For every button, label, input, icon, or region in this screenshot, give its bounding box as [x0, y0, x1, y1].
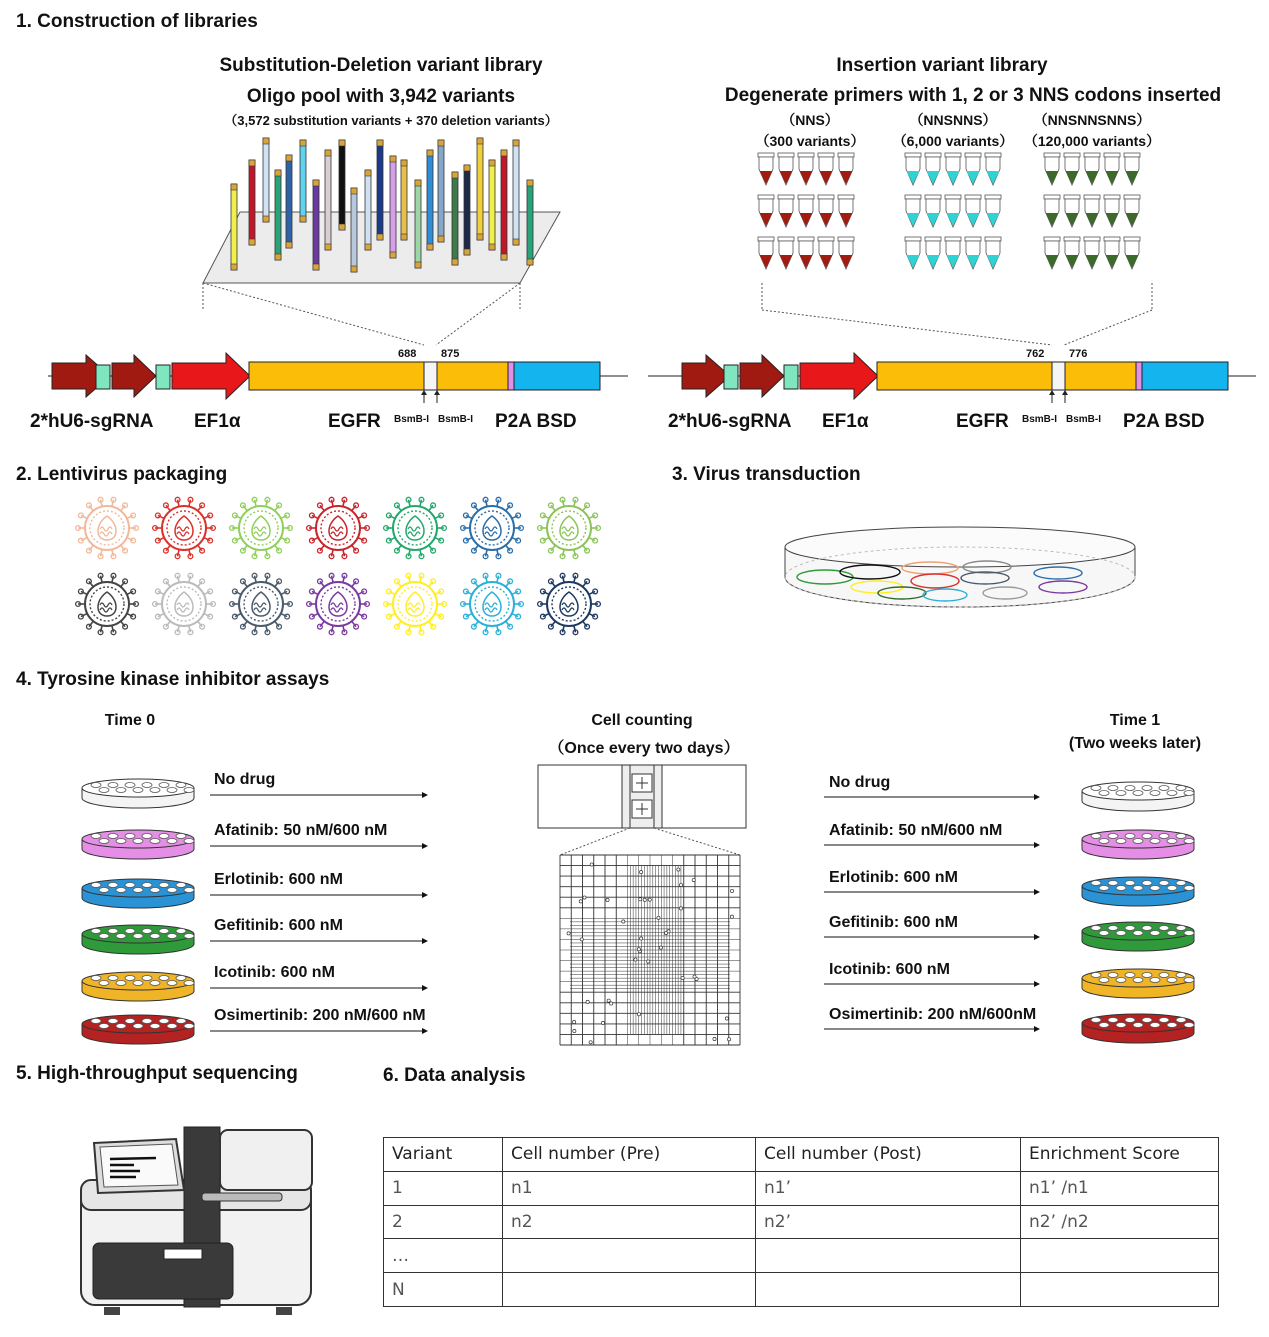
primer-tube [838, 195, 854, 227]
oligo-tube [452, 172, 458, 265]
right-ef1a-label: EF1α [822, 411, 869, 432]
right-drug-label: Icotinib: 600 nM [829, 961, 950, 978]
culture-dish [1080, 829, 1200, 863]
nnsnnsnns-count-label: （120,000 variants） [1023, 133, 1161, 149]
right-p2a-bsd-label: P2A BSD [1123, 411, 1205, 432]
table-cell: n2 [503, 1205, 756, 1239]
subdel-library-title: Substitution-Deletion variant library [219, 55, 543, 76]
lentivirus-particle [307, 573, 370, 634]
time0-label: Time 0 [104, 712, 156, 729]
table-cell [1021, 1273, 1219, 1307]
left-ef1a-label: EF1α [194, 411, 241, 432]
oligo-tube [263, 138, 269, 222]
lentivirus-particle [384, 497, 447, 558]
left-bsmb1-label-a: BsmB-I [394, 414, 430, 425]
primer-tube [838, 237, 854, 269]
left-promoter-label: 2*hU6-sgRNA [30, 411, 154, 432]
time1-subtitle: (Two weeks later) [1068, 735, 1202, 752]
lentivirus-particle [76, 573, 139, 634]
table-cell: n2’ [756, 1205, 1021, 1239]
insertion-library-subtitle: Degenerate primers with 1, 2 or 3 NNS codons inserted [724, 85, 1222, 106]
nns-count-label: （300 variants） [755, 133, 865, 149]
nnsnnsnns-codon-label: （NNSNNSNNS） [1033, 112, 1151, 128]
culture-dish [1080, 921, 1200, 955]
primer-tube [1064, 237, 1080, 269]
right-drug-label: Osimertinib: 200 nM/600nM [829, 1006, 1037, 1023]
table-cell [503, 1273, 756, 1307]
table-cell: n1’ /n1 [1021, 1171, 1219, 1205]
lentivirus-particle [230, 573, 293, 634]
primer-tube [798, 237, 814, 269]
right-bsmb1-label-a: BsmB-I [1022, 414, 1058, 425]
table-header: Variant [384, 1138, 503, 1172]
culture-dish [80, 878, 200, 912]
primer-tube [985, 237, 1001, 269]
left-arrow [210, 1026, 430, 1036]
oligo-tube [464, 165, 470, 255]
left-arrow [210, 890, 430, 900]
oligo-tube [351, 188, 357, 272]
primer-tube [1084, 153, 1100, 185]
oligo-tube [231, 184, 237, 270]
table-cell: 1 [384, 1171, 503, 1205]
lentivirus-particle [461, 497, 524, 558]
culture-dish [80, 778, 200, 812]
oligo-tube [313, 180, 319, 270]
primer-tube [1064, 153, 1080, 185]
nnsnns-codon-label: （NNSNNS） [909, 112, 997, 128]
primer-tube [778, 153, 794, 185]
table-cell [1021, 1239, 1219, 1273]
section-title-transduction: 3. Virus transduction [672, 464, 861, 485]
primer-tube [965, 195, 981, 227]
culture-dish [80, 924, 200, 958]
oligo-tube [325, 150, 331, 250]
left-drug-label: No drug [214, 771, 276, 788]
table-cell: N [384, 1273, 503, 1307]
primer-tube [818, 195, 834, 227]
table-row [384, 1239, 1219, 1273]
primer-tube [905, 195, 921, 227]
culture-dish [80, 971, 200, 1005]
right-arrow [824, 792, 1044, 802]
degenerate-primer-tubes [758, 153, 1140, 269]
cell-counting-subtitle: （Once every two days） [548, 740, 740, 757]
primer-tube [838, 153, 854, 185]
primer-tube [905, 237, 921, 269]
section-title-construction: 1. Construction of libraries [16, 11, 258, 32]
subdel-library-subtitle: Oligo pool with 3,942 variants [246, 86, 516, 107]
table-cell [756, 1273, 1021, 1307]
table-header: Cell number (Post) [756, 1138, 1021, 1172]
lentivirus-particle [461, 573, 524, 634]
table-row [384, 1171, 1219, 1205]
primer-tube [818, 237, 834, 269]
culture-dish [1080, 968, 1200, 1002]
nns-codon-label: （NNS） [781, 112, 839, 128]
enrichment-table [383, 1137, 1219, 1307]
left-arrow [210, 936, 430, 946]
table-cell: 2 [384, 1205, 503, 1239]
primer-tube [758, 237, 774, 269]
primer-tube [1064, 195, 1080, 227]
right-position-end: 776 [1069, 348, 1088, 360]
primer-tube [945, 195, 961, 227]
table-cell [503, 1239, 756, 1273]
primer-tube [985, 195, 1001, 227]
subdel-library-note: （3,572 substitution variants + 370 deletion variants） [224, 113, 558, 128]
left-drug-label: Afatinib: 50 nM/600 nM [214, 822, 388, 839]
left-bsmb1-label-b: BsmB-I [438, 414, 474, 425]
primer-tube [925, 153, 941, 185]
oligo-tube [249, 160, 255, 245]
table-header: Cell number (Pre) [503, 1138, 756, 1172]
lentivirus-grid [72, 498, 612, 638]
oligo-tube [275, 170, 281, 260]
right-position-start: 762 [1026, 348, 1045, 360]
nnsnns-count-label: （6,000 variants） [892, 133, 1014, 149]
lentivirus-particle [307, 497, 370, 558]
section-title-sequencing: 5. High-throughput sequencing [16, 1063, 298, 1084]
oligo-tube [401, 160, 407, 240]
primer-tube [798, 153, 814, 185]
table-cell: n1’ [756, 1171, 1021, 1205]
section-title-lentivirus: 2. Lentivirus packaging [16, 464, 228, 485]
lentivirus-particle [230, 497, 293, 558]
oligo-tube [300, 140, 306, 222]
right-egfr-label: EGFR [956, 411, 1009, 432]
right-bsmb1-label-b: BsmB-I [1066, 414, 1102, 425]
primer-tube [925, 237, 941, 269]
oligo-tube [365, 170, 371, 250]
primer-tube [1104, 237, 1120, 269]
primer-tube [1044, 153, 1060, 185]
oligo-tube [339, 140, 345, 230]
right-arrow [824, 979, 1044, 989]
left-position-end: 875 [441, 348, 460, 360]
oligo-tube [489, 160, 495, 250]
primer-tube [1124, 237, 1140, 269]
oligo-tube [377, 140, 383, 240]
right-promoter-label: 2*hU6-sgRNA [668, 411, 792, 432]
left-drug-label: Gefitinib: 600 nM [214, 917, 343, 934]
oligo-tube [390, 156, 396, 258]
primer-tube [1104, 153, 1120, 185]
right-arrow [824, 840, 1044, 850]
culture-dish [1080, 781, 1200, 815]
primer-tube [798, 195, 814, 227]
left-p2a-bsd-label: P2A BSD [495, 411, 577, 432]
lentivirus-particle [76, 497, 139, 558]
culture-dish [1080, 1013, 1200, 1047]
left-arrow [210, 790, 430, 800]
lentivirus-particle [538, 497, 601, 558]
table-cell [756, 1239, 1021, 1273]
left-arrow [210, 841, 430, 851]
table-cell: n1 [503, 1171, 756, 1205]
primer-tube [945, 153, 961, 185]
lentivirus-particle [153, 497, 216, 558]
oligo-tube [513, 140, 519, 245]
right-drug-label: Afatinib: 50 nM/600 nM [829, 822, 1003, 839]
hemocytometer [530, 760, 770, 1050]
left-drug-label: Osimertinib: 200 nM/600 nM [214, 1007, 426, 1024]
right-arrow [824, 932, 1044, 942]
right-drug-label: Erlotinib: 600 nM [829, 869, 958, 886]
primer-tube [1044, 195, 1060, 227]
left-egfr-label: EGFR [328, 411, 381, 432]
right-arrow [824, 1024, 1044, 1034]
counting-grid [560, 855, 740, 1045]
transduction-dish [780, 525, 1140, 615]
section-title-data-analysis: 6. Data analysis [383, 1065, 526, 1086]
primer-tube [1044, 237, 1060, 269]
primer-tube [778, 195, 794, 227]
primer-tube [905, 153, 921, 185]
oligo-tube [415, 180, 421, 268]
right-drug-label: Gefitinib: 600 nM [829, 914, 958, 931]
lentivirus-particle [384, 573, 447, 634]
lentivirus-particle [153, 573, 216, 634]
left-arrow [210, 983, 430, 993]
oligo-tube [527, 180, 533, 265]
primer-tube [965, 153, 981, 185]
oligo-tube [427, 150, 433, 250]
culture-dish [1080, 876, 1200, 910]
oligo-tube [286, 155, 292, 248]
culture-dish [80, 1014, 200, 1048]
primer-tube [778, 237, 794, 269]
construct-left [20, 345, 640, 405]
oligo-tube [438, 140, 444, 242]
time1-label: Time 1 [1109, 712, 1161, 729]
culture-dish [80, 829, 200, 863]
sequencer-machine [76, 1125, 326, 1320]
primer-tube [818, 153, 834, 185]
table-header: Enrichment Score [1021, 1138, 1219, 1172]
construct-right [648, 345, 1268, 405]
primer-tube [1084, 237, 1100, 269]
primer-tube [1104, 195, 1120, 227]
table-row [384, 1273, 1219, 1307]
right-drug-label: No drug [829, 774, 891, 791]
section-title-tki-assays: 4. Tyrosine kinase inhibitor assays [16, 669, 330, 690]
primer-tube [1124, 195, 1140, 227]
left-drug-label: Icotinib: 600 nM [214, 964, 335, 981]
cell-counting-title: Cell counting [591, 712, 693, 729]
left-position-start: 688 [398, 348, 417, 360]
primer-tube [965, 237, 981, 269]
primer-tube [758, 195, 774, 227]
right-arrow [824, 887, 1044, 897]
primer-tube [1084, 195, 1100, 227]
oligo-tube [501, 150, 507, 260]
left-drug-label: Erlotinib: 600 nM [214, 871, 343, 888]
primer-tube [758, 153, 774, 185]
table-cell: … [384, 1239, 503, 1273]
insertion-library-title: Insertion variant library [836, 55, 1048, 76]
oligo-tube [477, 138, 483, 240]
table-cell: n2’ /n2 [1021, 1205, 1219, 1239]
table-header-row [384, 1138, 1219, 1172]
lentivirus-particle [538, 573, 601, 634]
table-row [384, 1205, 1219, 1239]
primer-tube [1124, 153, 1140, 185]
primer-tube [985, 153, 1001, 185]
primer-tube [945, 237, 961, 269]
primer-tube [925, 195, 941, 227]
